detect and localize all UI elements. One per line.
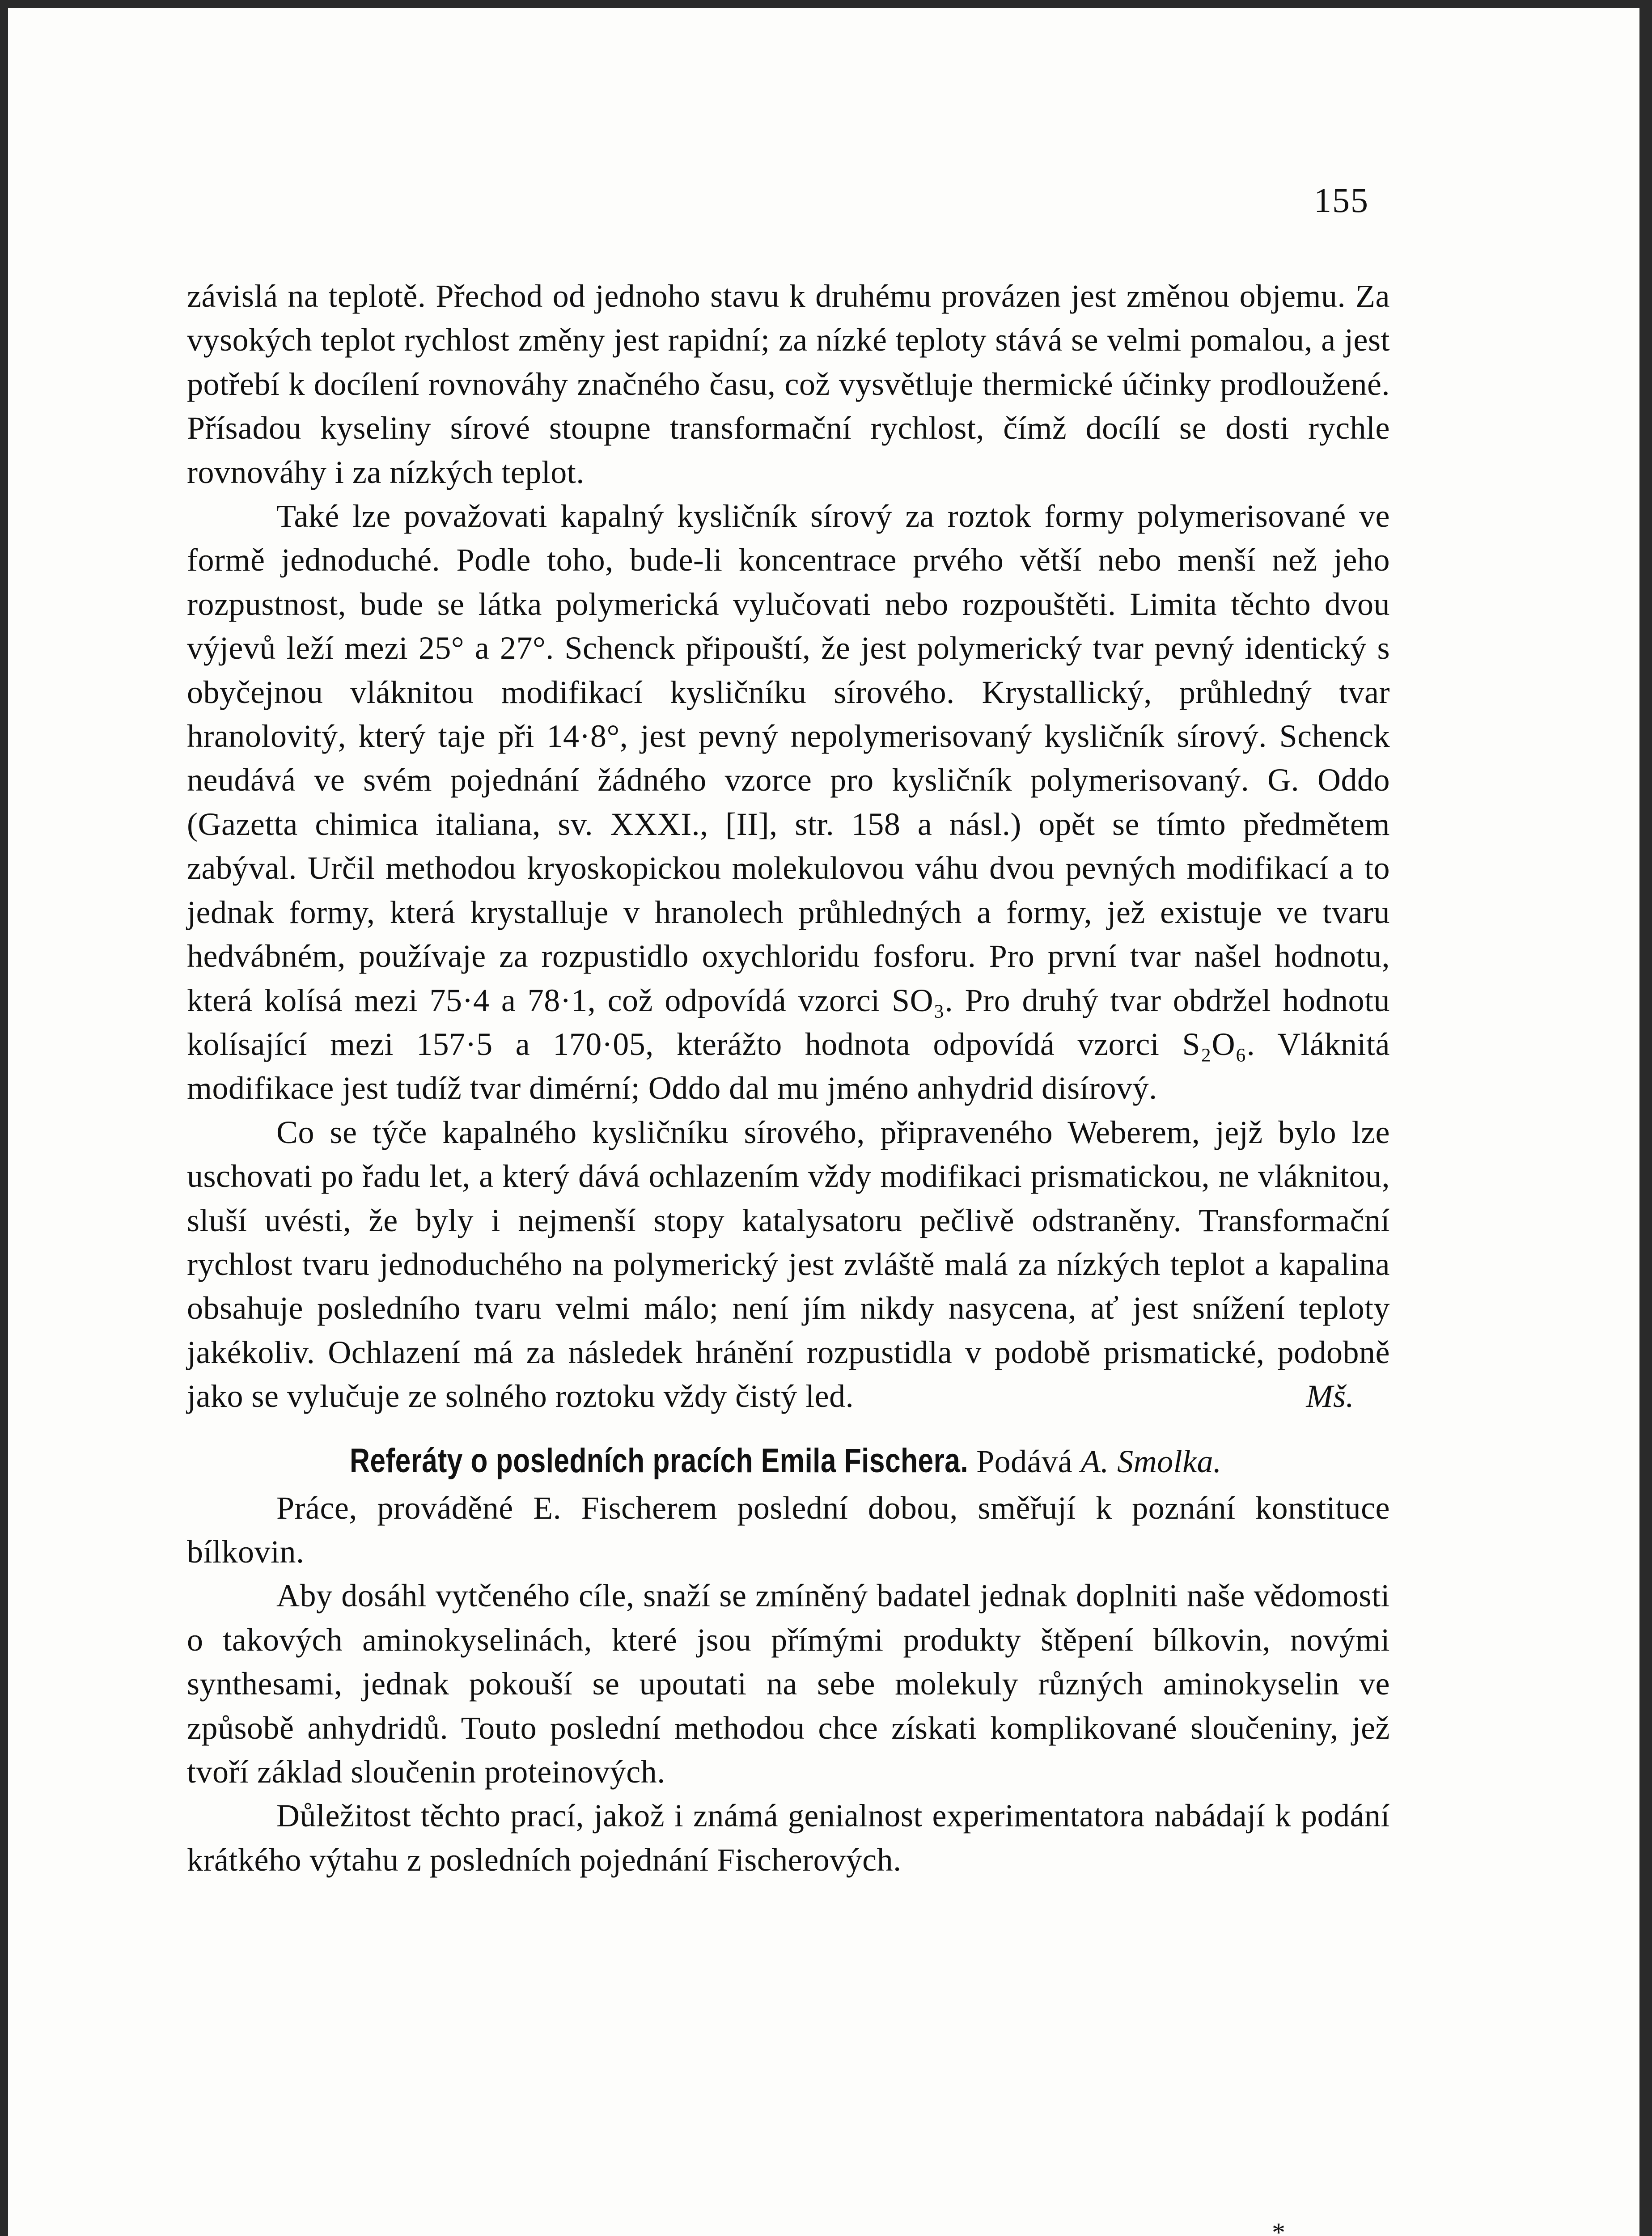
paragraph-2: Také lze považovati kapalný kysličník sírový za roztok formy polymerisované ve formě jednoduché. Podle toho, bude-li koncentrace prvého větší nebo menší než jeho rozpustnost, bude se látka polymerická vylučovati nebo rozpouštěti. Limita těchto dvou výjevů leží mezi 25° a 27°. Schenck připouští, že jest polymerický tvar pevný identický s obyčejnou vláknitou modifikací kysličníku sírového. Krystallický, průhledný tvar hranolovitý, který taje při 14·8°, jest pevný nepolymerisovaný kysličník sírový. Schenck neudává ve svém pojednání žádného vzorce pro kysličník polymerisovaný. G. Oddo (Gazetta chimica italiana, sv. XXXI., [II], str. 158 a násl.) opět se tímto předmětem zabýval. Určil methodou kryoskopickou molekulovou váhu dvou pevných modifikací a to jednak formy, která krystalluje v hranolech průhledných a formy, jež existuje ve tvaru hedvábném, používaje za rozpustidlo oxychloridu fosforu. Pro první tvar našel hodnotu, která kolísá mezi 75·4 a 78·1, což odpovídá vzorci SO₃. Pro druhý tvar obdržel hodnotu kolísající mezi 157·5 a 170·05, kterážto hodnota odpovídá vzorci S₂O₆. Vláknitá modifikace jest tudíž tvar dimérní; Oddo dal mu jméno anhydrid disírový. <box>187 498 1390 1106</box>
page-number: 155 <box>1314 181 1369 220</box>
section-paragraph-3: Důležitost těchto prací, jakož i známá genialnost experimentatora nabádají k podání krátkého výtahu z posledních pojednání Fischerových. <box>187 1798 1390 1878</box>
footer-asterisk: * <box>1272 2218 1285 2236</box>
section-paragraph-2: Aby dosáhl vytčeného cíle, snaží se zmíněný badatel jednak doplniti naše vědomosti o takových aminokyselinách, které jsou přímými produkty štěpení bílkovin, novými synthesami, jednak pokouší se upoutati na sebe molekuly různých aminokyselin ve způsobě anhydridů. Touto poslední methodou chce získati komplikované sloučeniny, jež tvoří základ sloučenin proteinových. <box>187 1578 1390 1790</box>
section-paragraph-1: Práce, prováděné E. Fischerem poslední dobou, směřují k poznání konstituce bílkovin. <box>187 1490 1390 1570</box>
paragraph-3 <box>187 1110 1390 1419</box>
author-signature: Mš. <box>1306 1378 1354 1414</box>
paragraph-3-text: Co se týče kapalného kysličníku sírového, připraveného Weberem, jejž bylo lze uschovati po řadu let, a který dává ochlazením vždy modifikaci prismatickou, ne vláknitou, sluší uvésti, že byly i nejmenší stopy katalysatoru pečlivě odstraněny. Transformační rychlost tvaru jednoduchého na polymerický jest zvláště malá za nízkých teplot a kapalina obsahuje posledního tvaru velmi málo; není jím nikdy nasycena, ať jest snížení teploty jakékoliv. Ochlazení má za následek hránění rozpustidla v podobě prismatické, podobně jako se vylučuje ze solného roztoku vždy čistý led. <box>187 1114 1390 1414</box>
section-author: A. Smolka. <box>1080 1443 1222 1479</box>
document-page <box>8 8 1639 2236</box>
section-by-label: Podává <box>976 1443 1073 1479</box>
section-heading <box>187 1436 1390 1486</box>
paragraph-1: závislá na teplotě. Přechod od jednoho stavu k druhému provázen jest změnou objemu. Za vysokých teplot rychlost změny jest rapidní; za nízké teploty stává se velmi pomalou, a jest potřebí k docílení rovnováhy značného času, což vysvětluje thermické účinky prodloužené. Přísadou kyseliny sírové stoupne transformační rychlost, čímž docílí se dosti rychle rovnováhy i za nízkých teplot. <box>187 278 1390 490</box>
main-text <box>187 274 1390 1882</box>
section-title: Referáty o posledních pracích Emila Fischera. <box>350 1441 969 1480</box>
